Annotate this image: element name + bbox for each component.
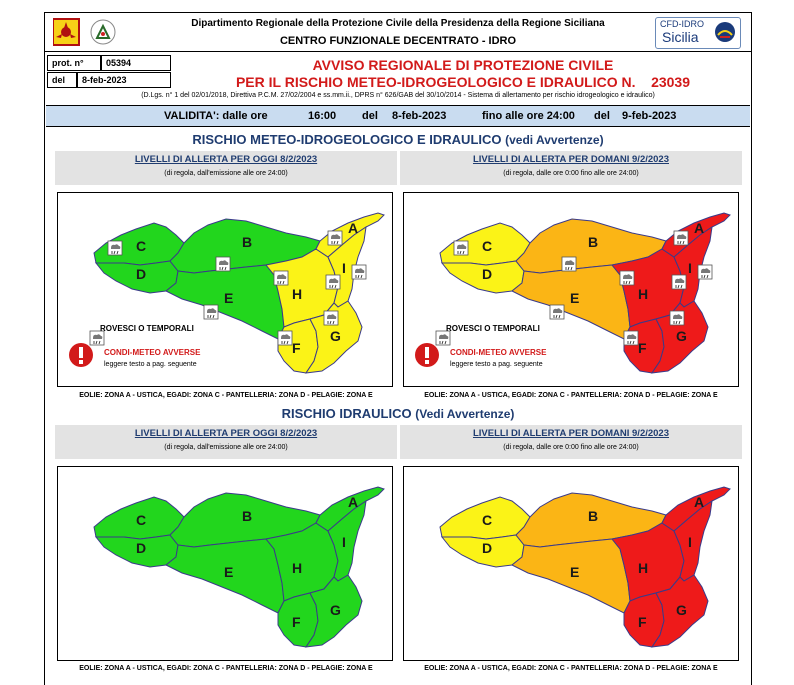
sicily-zone-map <box>404 467 738 660</box>
cfd-logo-line2: Sicilia <box>662 29 699 45</box>
validity-del2: del <box>594 110 610 122</box>
zone-label-c: C <box>482 512 493 528</box>
map-meteo-today <box>57 192 393 387</box>
zone-label-f: F <box>638 340 647 356</box>
zone-label-b: B <box>242 508 253 524</box>
zone-label-e: E <box>570 290 580 306</box>
storm-cloud-icon <box>562 257 576 271</box>
sicily-zone-map <box>58 467 392 660</box>
section-idro-subtitle: (Vedi Avvertenze) <box>415 407 515 421</box>
storm-cloud-icon <box>620 271 634 285</box>
adverse-conditions-note: leggere testo a pag. seguente <box>104 361 197 368</box>
date-value: 8-feb-2023 <box>77 72 171 88</box>
sicily-zone-map <box>58 193 392 386</box>
storm-cloud-icon <box>324 311 338 325</box>
map-idro-today <box>57 466 393 661</box>
zone-label-a: A <box>348 220 359 236</box>
meteo-tomorrow-title: LIVELLI DI ALLERTA PER DOMANI 9/2/2023 <box>472 154 669 165</box>
zone-label-b: B <box>588 234 599 250</box>
adverse-conditions-label: CONDI-METEO AVVERSE <box>450 348 547 357</box>
islands-note-meteo-tomorrow: EOLIE: ZONA A - USTICA, EGADI: ZONA C - PANTELLERIA: ZONA D - PELAGIE: ZONA E <box>424 392 718 399</box>
zone-label-h: H <box>292 286 303 302</box>
idro-tomorrow-title: LIVELLI DI ALLERTA PER DOMANI 9/2/2023 <box>472 428 669 439</box>
validity-to-date: 9-feb-2023 <box>622 110 677 122</box>
avviso-line2 <box>175 74 751 91</box>
storm-cloud-icon <box>326 275 340 289</box>
department-name: Dipartimento Regionale della Protezione Civile della Presidenza della Regione Siciliana <box>191 18 605 29</box>
map-idro-tomorrow <box>403 466 739 661</box>
islands-note-idro-tomorrow: EOLIE: ZONA A - USTICA, EGADI: ZONA C - PANTELLERIA: ZONA D - PELAGIE: ZONA E <box>424 665 718 672</box>
date-label: del <box>47 72 77 88</box>
storm-cloud-icon <box>454 241 468 255</box>
islands-note-meteo-today: EOLIE: ZONA A - USTICA, EGADI: ZONA C - PANTELLERIA: ZONA D - PELAGIE: ZONA E <box>79 392 373 399</box>
zone-label-e: E <box>224 564 234 580</box>
meteo-today-header <box>55 151 397 185</box>
bulletin-sheet <box>44 12 752 685</box>
zone-label-a: A <box>694 494 705 510</box>
storm-cloud-icon <box>624 331 638 345</box>
section-meteo-title-text: RISCHIO METEO-IDROGEOLOGICO E IDRAULICO <box>192 132 502 147</box>
cfd-emblem-icon <box>714 21 736 43</box>
zone-label-e: E <box>570 564 580 580</box>
zone-label-d: D <box>136 266 147 282</box>
cfd-logo <box>655 17 741 49</box>
storm-cloud-icon <box>328 231 342 245</box>
zone-label-i: I <box>688 534 692 550</box>
idro-tomorrow-subtitle: (di regola, dalle ore 0:00 fino alle ore 24:00) <box>503 444 639 451</box>
protocol-label: prot. n° <box>47 55 101 71</box>
zone-label-h: H <box>638 286 649 302</box>
validity-until: fino alle ore 24:00 <box>482 110 575 122</box>
date-row <box>45 72 175 89</box>
meteo-tomorrow-header <box>400 151 742 185</box>
zone-label-c: C <box>136 238 147 254</box>
map-meteo-tomorrow <box>403 192 739 387</box>
zone-label-g: G <box>330 602 341 618</box>
legal-references: (D.Lgs. n° 1 del 02/01/2018, Direttiva P.C.M. 27/02/2004 e ss.mm.ii., DPRS n° 626/GAB del 30/10/2014 - Sistema di allertamento per rischio idrogeologico e idraulico) <box>141 92 655 99</box>
zone-label-h: H <box>292 560 303 576</box>
zone-label-g: G <box>676 602 687 618</box>
storm-cloud-icon <box>672 275 686 289</box>
storm-cloud-icon <box>274 271 288 285</box>
zone-label-f: F <box>638 614 647 630</box>
section-idro-title-text: RISCHIO IDRAULICO <box>281 406 412 421</box>
islands-note-idro-today: EOLIE: ZONA A - USTICA, EGADI: ZONA C - PANTELLERIA: ZONA D - PELAGIE: ZONA E <box>79 665 373 672</box>
zone-label-f: F <box>292 340 301 356</box>
meteo-today-title: LIVELLI DI ALLERTA PER OGGI 8/2/2023 <box>134 154 318 165</box>
zone-label-c: C <box>482 238 493 254</box>
zone-label-b: B <box>588 508 599 524</box>
validity-from-hour: 16:00 <box>308 110 337 122</box>
avviso-line2-text: PER IL RISCHIO METEO-IDROGEOLOGICO E IDRAULICO N. <box>235 74 636 90</box>
zone-label-a: A <box>694 220 705 236</box>
storms-legend-label: ROVESCI O TEMPORALI <box>446 324 540 333</box>
avviso-number: 23039 <box>651 74 691 90</box>
section-meteo-subtitle: (vedi Avvertenze) <box>505 133 604 147</box>
zone-label-c: C <box>136 512 147 528</box>
zone-label-b: B <box>242 234 253 250</box>
zone-label-a: A <box>348 494 359 510</box>
warning-icon <box>68 342 94 368</box>
storm-cloud-icon <box>698 265 712 279</box>
idro-today-header <box>55 425 397 459</box>
sicily-zone-map <box>404 193 738 386</box>
zone-label-f: F <box>292 614 301 630</box>
storm-cloud-icon <box>108 241 122 255</box>
zone-label-d: D <box>482 266 493 282</box>
validity-del1: del <box>362 110 378 122</box>
zone-label-g: G <box>330 328 341 344</box>
idro-today-subtitle: (di regola, dall'emissione alle ore 24:00) <box>164 444 288 451</box>
protocol-row <box>45 55 175 72</box>
storm-cloud-icon <box>216 257 230 271</box>
cfd-logo-line1: CFD-IDRO <box>660 19 704 29</box>
adverse-conditions-label: CONDI-METEO AVVERSE <box>104 348 201 357</box>
storm-cloud-icon <box>278 331 292 345</box>
section-idro-title <box>45 406 751 421</box>
zone-label-e: E <box>224 290 234 306</box>
validity-bar <box>46 105 750 127</box>
section-meteo-title <box>45 132 751 147</box>
storm-cloud-icon <box>670 311 684 325</box>
warning-icon <box>414 342 440 368</box>
zone-label-i: I <box>342 260 346 276</box>
storm-cloud-icon <box>550 305 564 319</box>
zone-label-d: D <box>136 540 147 556</box>
storm-cloud-icon <box>674 231 688 245</box>
idro-tomorrow-header <box>400 425 742 459</box>
meteo-tomorrow-subtitle: (di regola, dalle ore 0:00 fino alle ore 24:00) <box>503 170 639 177</box>
zone-label-g: G <box>676 328 687 344</box>
storm-cloud-icon <box>204 305 218 319</box>
meteo-today-subtitle: (di regola, dall'emissione alle ore 24:00) <box>164 170 288 177</box>
centre-name: CENTRO FUNZIONALE DECENTRATO - IDRO <box>279 35 517 47</box>
avviso-line1: AVVISO REGIONALE DI PROTEZIONE CIVILE <box>312 57 614 73</box>
idro-today-title: LIVELLI DI ALLERTA PER OGGI 8/2/2023 <box>134 428 318 439</box>
validity-label: VALIDITA': dalle ore <box>164 110 268 122</box>
zone-label-i: I <box>342 534 346 550</box>
validity-from-date: 8-feb-2023 <box>392 110 447 122</box>
protocol-number: 05394 <box>101 55 171 71</box>
zone-label-i: I <box>688 260 692 276</box>
avviso-title <box>175 57 751 91</box>
zone-label-d: D <box>482 540 493 556</box>
storm-cloud-icon <box>352 265 366 279</box>
zone-label-h: H <box>638 560 649 576</box>
adverse-conditions-note: leggere testo a pag. seguente <box>450 361 543 368</box>
storms-legend-label: ROVESCI O TEMPORALI <box>100 324 194 333</box>
bulletin-header <box>45 13 751 52</box>
